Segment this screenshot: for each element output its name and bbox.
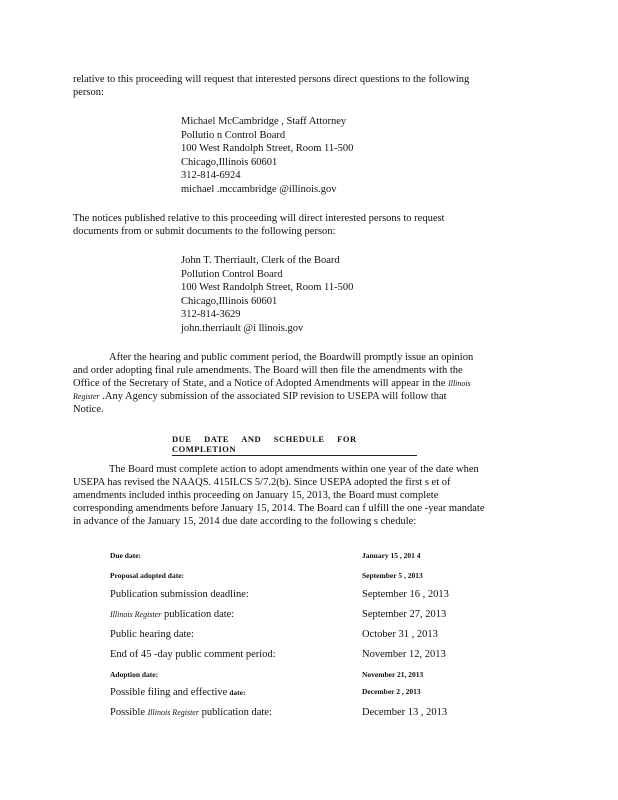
contact-block-therriault [181,254,353,336]
schedule-label: Due date: [110,551,142,560]
schedule-row [110,670,480,684]
board-line-5: in advance of the January 15, 2014 due date according to the following s chedule: [73,516,417,527]
schedule-row [110,629,480,643]
after-line-4 [73,390,528,403]
schedule-row [110,687,480,701]
after-line-3 [73,377,528,390]
illinois-italic: Illinois [448,379,471,388]
intro-paragraph [73,73,528,99]
schedule-row [110,571,480,585]
schedule-label-small: date: [227,688,246,697]
schedule-row [110,551,480,565]
schedule-label [110,687,245,698]
after-line-4-text: .Any Agency submission of the associated SIP revision to USEPA will follow that [99,391,447,402]
schedule-row [110,649,480,663]
board-line-4: corresponding amendments before January 15, 2014. The Board can f ulfill the one -year mandate [73,503,485,514]
board-line-3: amendments included inthis proceeding on January 15, 2013, the Board must complete [73,490,439,501]
schedule-label-text: publication date: [161,609,235,620]
notices-line-1: The notices published relative to this proceeding will direct interested persons to request [73,213,445,224]
contact-org: Pollution Control Board [181,268,283,280]
after-line-2: and order adopting final rule amendments. The Board will then file the amendments with the [73,365,463,376]
notices-line-2: documents from or submit documents to the following person: [73,226,336,237]
schedule-label: End of 45 -day public comment period: [110,649,276,660]
after-line-5: Notice. [73,404,104,415]
schedule-label [110,609,234,620]
register-italic: Register [73,392,100,401]
schedule-date: September 5 , 2013 [362,571,423,580]
contact-email: michael .mccambridge @illinois.gov [181,183,337,195]
section-heading: DUE DATE AND SCHEDULE FOR COMPLETION [172,434,417,456]
schedule-label [110,707,272,718]
schedule-label-after: publication date: [198,707,272,718]
intro-line-1: relative to this proceeding will request that interested persons direct questions to the following [73,74,470,85]
board-line-2: USEPA has revised the NAAQS. 415ILCS 5/7.2(b). Since USEPA adopted the first s et of [73,477,451,488]
schedule-date: November 12, 2013 [362,649,446,660]
schedule-label-text: Possible filing and effective [110,687,228,698]
schedule-row [110,707,480,721]
schedule-label-text: Possible [110,707,148,718]
schedule-label: Adoption date: [110,670,159,679]
contact-email: john.therriault @i llinois.gov [181,322,304,334]
after-hearing-paragraph [73,351,528,416]
contact-org: Pollutio n Control Board [181,129,286,141]
notices-paragraph [73,212,528,238]
schedule-label: Public hearing date: [110,629,194,640]
schedule-label: Publication submission deadline: [110,589,249,600]
contact-city: Chicago,Illinois 60601 [181,295,278,307]
after-line-3-text: Office of the Secretary of State, and a Notice of Adopted Amendments will appear in the [73,378,449,389]
schedule-date: December 13 , 2013 [362,707,448,718]
schedule-label-italic: Illinois Register [147,708,199,717]
after-line-1: After the hearing and public comment period, the Boardwill promptly issue an opinion [109,352,474,363]
schedule-row [110,589,480,603]
schedule-label: Proposal adopted date: [110,571,185,580]
schedule-date: September 27, 2013 [362,609,447,620]
contact-name: Michael McCambridge , Staff Attorney [181,116,347,127]
intro-line-2: person: [73,87,104,98]
board-paragraph [73,463,528,528]
schedule-date: January 15 , 201 4 [362,551,421,560]
schedule-date: November 21, 2013 [362,670,424,679]
schedule-row [110,609,480,623]
schedule-label-italic: Illinois Register [110,610,162,619]
contact-name: John T. Therriault, Clerk of the Board [181,255,340,266]
contact-city: Chicago,Illinois 60601 [181,156,278,168]
board-line-1: The Board must complete action to adopt amendments within one year of the date when [109,464,479,475]
contact-phone: 312-814-6924 [181,170,241,182]
contact-phone: 312-814-3629 [181,309,241,321]
schedule-date: December 2 , 2013 [362,687,421,696]
contact-street: 100 West Randolph Street, Room 11-500 [181,282,354,294]
schedule-date: October 31 , 2013 [362,629,438,640]
contact-street: 100 West Randolph Street, Room 11-500 [181,143,354,155]
schedule-date: September 16 , 2013 [362,589,449,600]
contact-block-mccambridge [181,115,353,197]
